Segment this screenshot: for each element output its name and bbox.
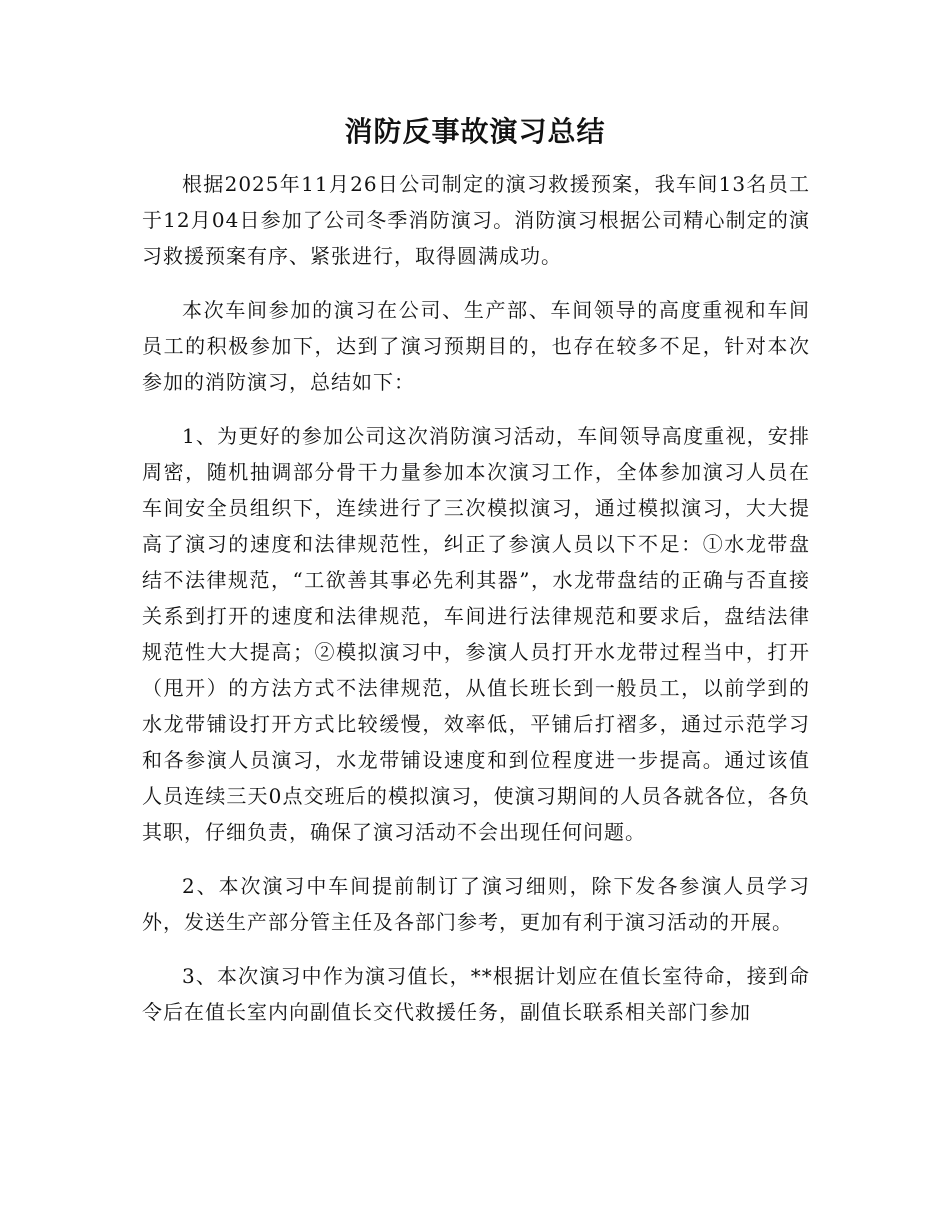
paragraph-intro: 根据2025年11月26日公司制定的演习救援预案，我车间13名员工于12月04日参加了公司冬季消防演习。消防演习根据公司精心制定的演习救援预案有序、紧张进行，取得圆满成功。 [142,172,810,268]
paragraph-overview: 本次车间参加的演习在公司、生产部、车间领导的高度重视和车间员工的积极参加下，达到了演习预期目的，也存在较多不足，针对本次参加的消防演习，总结如下： [142,298,810,394]
paragraph-point-1: 1、为更好的参加公司这次消防演习活动，车间领导高度重视，安排周密，随机抽调部分骨干力量参加本次演习工作，全体参加演习人员在车间安全员组织下，连续进行了三次模拟演习，通过模拟演习，大大提高了演习的速度和法律规范性，纠正了参演人员以下不足：①水龙带盘结不法律规范，“工欲善其事必先利其器”，水龙带盘结的正确与否直接关系到打开的速度和法律规范，车间进行法律规范和要求后，盘结法律规范性大大提高；②模拟演习中，参演人员打开水龙带过程当中，打开（甩开）的方法方式不法律规范，从值长班长到一般员工，以前学到的水龙带铺设打开方式比较缓慢，效率低，平铺后打褶多，通过示范学习和各参演人员演习，水龙带铺设速度和到位程度进一步提高。通过该值人员连续三天0点交班后的模拟演习，使演习期间的人员各就各位，各负其职，仔细负责，确保了演习活动不会出现任何问题。 [142,424,810,844]
paragraph-point-3: 3、本次演习中作为演习值长，**根据计划应在值长室待命，接到命令后在值长室内向副值长交代救援任务，副值长联系相关部门参加 [142,964,810,1024]
document-body [142,166,810,1048]
document-title: 消防反事故演习总结 [344,115,606,148]
paragraph-point-2: 2、本次演习中车间提前制订了演习细则，除下发各参演人员学习外，发送生产部分管主任及各部门参考，更加有利于演习活动的开展。 [142,874,810,934]
